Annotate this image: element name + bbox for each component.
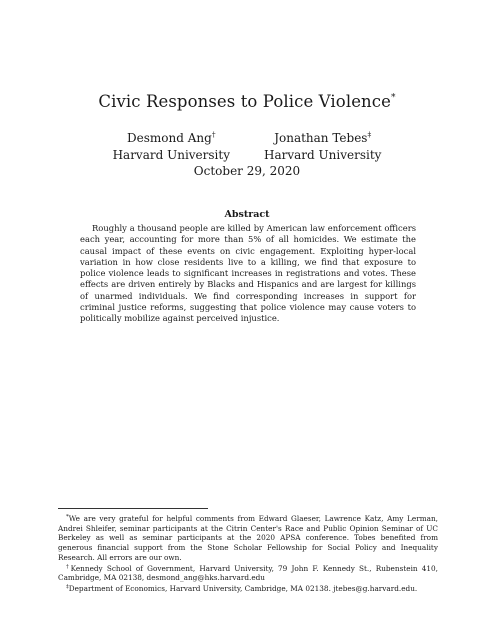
abstract-body: Roughly a thousand people are killed by American law enforcement officers each year, accounting for more than 5% of all homicides. We estimate the causal impact of these events on civic engagement. Exploiting hyper-local variation in how close residents live to a killing, we find that exposure to police violence leads to significant increases in registrations and votes. These effects are driven entirely by Blacks and Hispanics and are largest for killings of unarmed individuals. We find corresponding increases in support for criminal justice reforms, suggesting that police violence may cause voters to politically mobilize against perceived injustice. [80,223,416,324]
author-name: Jonathan Tebes [274,131,368,145]
footnotes [58,513,438,594]
author-affiliation: Harvard University [264,148,382,162]
author-2 [264,126,381,164]
author-footnote-mark: † [211,130,216,139]
abstract-heading: Abstract [224,209,270,220]
footnote-mark: * [66,514,69,520]
author-name: Desmond Ang [127,131,212,145]
footnote-rule [58,508,208,509]
footnote-mark: ‡ [66,583,69,590]
footnote-text: Department of Economics, Harvard University, Cambridge, MA 02138. jtebes@g.harvard.edu. [68,583,418,593]
author-footnote-mark: ‡ [367,130,372,139]
footnote-2 [58,563,438,583]
title-text: Civic Responses to Police Violence [98,92,391,111]
footnote-3 [58,583,438,594]
paper-title [0,92,494,111]
footnote-text: We are very grateful for helpful comments from Edward Glaeser, Lawrence Katz, Amy Lerman, Andrei Shleifer, seminar participants at the Citrin Center's Race and Public Opinion Seminar of UC Berkeley as well as seminar participants at the 2020 APSA conference. Tobes benefited from generous financial support from the Stone Scholar Fellowship for Social Policy and Inequality Research. All errors are our own. [58,514,438,562]
title-footnote-mark: * [391,93,396,103]
footnote-mark: † [66,563,71,570]
author-1 [113,126,230,164]
paper-date: October 29, 2020 [193,164,301,178]
author-block [0,126,494,164]
author-affiliation: Harvard University [112,148,230,162]
footnote-1 [58,513,438,563]
footnote-text: Kennedy School of Government, Harvard University, 79 John F. Kennedy St., Rubenstein 410, Cambridge, MA 02138, desmond_ang@hks.harvard.edu [58,563,439,583]
